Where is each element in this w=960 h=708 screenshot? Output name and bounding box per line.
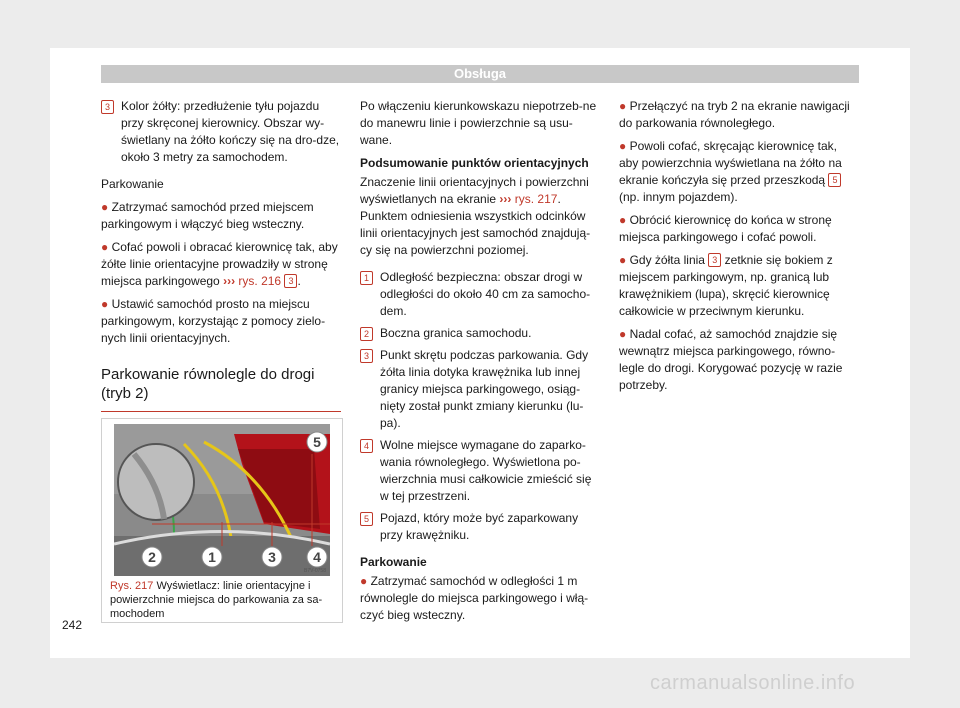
figure-code: B7V-0758	[304, 568, 326, 574]
figure-link[interactable]: rys. 216	[238, 274, 282, 288]
paragraph: Po włączeniu kierunkowskazu niepotrzeb-ne do manewru linie i powierzchnie są usu-wane.	[360, 99, 597, 147]
bullet-item: ● Nadal cofać, aż samochód znajdzie się wewnątrz miejsca parkingowego, równo-legle do drogi. Korygować pozycję w razie potrzeby.	[619, 327, 843, 392]
column-right	[619, 98, 859, 400]
bullet-icon: ●	[101, 297, 109, 311]
bullet-icon: ●	[101, 240, 109, 254]
summary-heading: Podsumowanie punktów orientacyjnych	[360, 156, 589, 170]
list-item: 4 Wolne miejsce wymagane do zaparko-wania równoległego. Wyświetlona po-wierzchnia musi całkowicie zmieścić się w tej przestrzeni.	[360, 437, 600, 505]
callout-number: 3	[360, 349, 373, 363]
paragraph: Znaczenie linii orientacyjnych i powierzchni wyświetlanych na ekranie ››› rys. 217. Punktem odniesienia wszystkich odcinków linii orientacyjnych jest samochód znajdują-cy się na powierzchni poziomej.	[360, 175, 591, 257]
column-middle	[360, 98, 600, 630]
bullet-icon: ●	[619, 253, 627, 267]
cross-ref-arrow[interactable]: ›››	[223, 274, 236, 288]
list-item: 5 Pojazd, który może być zaparkowany przy krawężniku.	[360, 510, 600, 544]
callout-number: 3	[284, 274, 297, 288]
bullet-icon: ●	[619, 99, 627, 113]
figure-box	[101, 418, 343, 623]
section-heading: Parkowanie równolegle do drogi (tryb 2)	[101, 365, 341, 412]
list-item: 1 Odległość bezpieczna: obszar drogi w odległości do około 40 cm za samocho-dem.	[360, 269, 600, 320]
bullet-icon: ●	[101, 200, 109, 214]
cross-ref-arrow[interactable]: ›››	[499, 192, 512, 206]
figure-label: 2	[148, 549, 156, 565]
parking-heading: Parkowanie	[360, 555, 427, 569]
bullet-item: ● Cofać powoli i obracać kierownicę tak, aby żółte linie orientacyjne prowadziły w stronę miejsca parkingowego ››› rys. 216 3 .	[101, 240, 338, 288]
callout-number: 5	[828, 173, 841, 187]
callout-number: 3	[708, 253, 721, 267]
watermark: carmanualsonline.info	[650, 672, 856, 694]
figure-label: 5	[313, 434, 321, 450]
figure-caption: Rys. 217 Wyświetlacz: linie orientacyjne i powierzchnie miejsca do parkowania za sa-mochodem	[110, 580, 323, 620]
figure-label: 4	[313, 549, 321, 565]
bullet-icon: ●	[619, 327, 627, 341]
bullet-item: ● Przełączyć na tryb 2 na ekranie nawigacji do parkowania równoległego.	[619, 99, 850, 130]
bullet-item: ● Zatrzymać samochód w odległości 1 m równolegle do miejsca parkingowego i włą-czyć bieg wsteczny.	[360, 574, 589, 622]
bullet-icon: ●	[619, 213, 627, 227]
list-item: 3 Punkt skrętu podczas parkowania. Gdy żółta linia dotyka krawężnika lub innej granicy miejsca parkingowego, osiąg-nięty został punkt zmiany kierunku (lu-pa).	[360, 347, 600, 432]
page-header: Obsługa	[101, 65, 859, 83]
bullet-item: ● Obrócić kierownicę do końca w stronę miejsca parkingowego i cofać powoli.	[619, 213, 832, 244]
bullet-item: ● Ustawić samochód prosto na miejscu parkingowym, korzystając z pomocy zielo-nych linii orientacyjnych.	[101, 297, 326, 345]
figure-label: 1	[208, 549, 216, 565]
list-item-text: Kolor żółty: przedłużenie tyłu pojazdu przy skręconej kierownicy. Obszar wy-świetlany na żółto kończy się na dro-dze, około 3 metry za samochodem.	[121, 99, 340, 164]
callout-number: 2	[360, 327, 373, 341]
callout-number: 1	[360, 271, 373, 285]
page-number: 242	[62, 618, 83, 632]
figure-ref: Rys. 217	[110, 580, 154, 592]
callout-number: 5	[360, 512, 373, 526]
bullet-item: ● Zatrzymać samochód przed miejscem parkingowym i włączyć bieg wsteczny.	[101, 200, 314, 231]
figure-link[interactable]: rys. 217	[514, 192, 558, 206]
figure-label: 3	[268, 549, 276, 565]
list-item: 2 Boczna granica samochodu.	[360, 325, 600, 342]
bullet-icon: ●	[360, 574, 368, 588]
parking-heading: Parkowanie	[101, 177, 164, 191]
bullet-icon: ●	[619, 139, 627, 153]
bullet-item: ● Gdy żółta linia 3 zetknie się bokiem z miejscem parkingowym, np. granicą lub krawężnikiem (lupa), skręcić kierownicę całkowicie w przeciwnym kierunku.	[619, 253, 833, 318]
column-left	[101, 98, 341, 412]
callout-number: 4	[360, 439, 373, 453]
callout-number: 3	[101, 100, 114, 114]
camera-display-image	[114, 424, 330, 576]
list-item	[101, 98, 341, 166]
bullet-item: ● Powoli cofać, skręcając kierownicę tak, aby powierzchnia wyświetlana na żółto na ekranie kończyła się przed przeszkodą 5 (np. innym pojazdem).	[619, 139, 842, 204]
